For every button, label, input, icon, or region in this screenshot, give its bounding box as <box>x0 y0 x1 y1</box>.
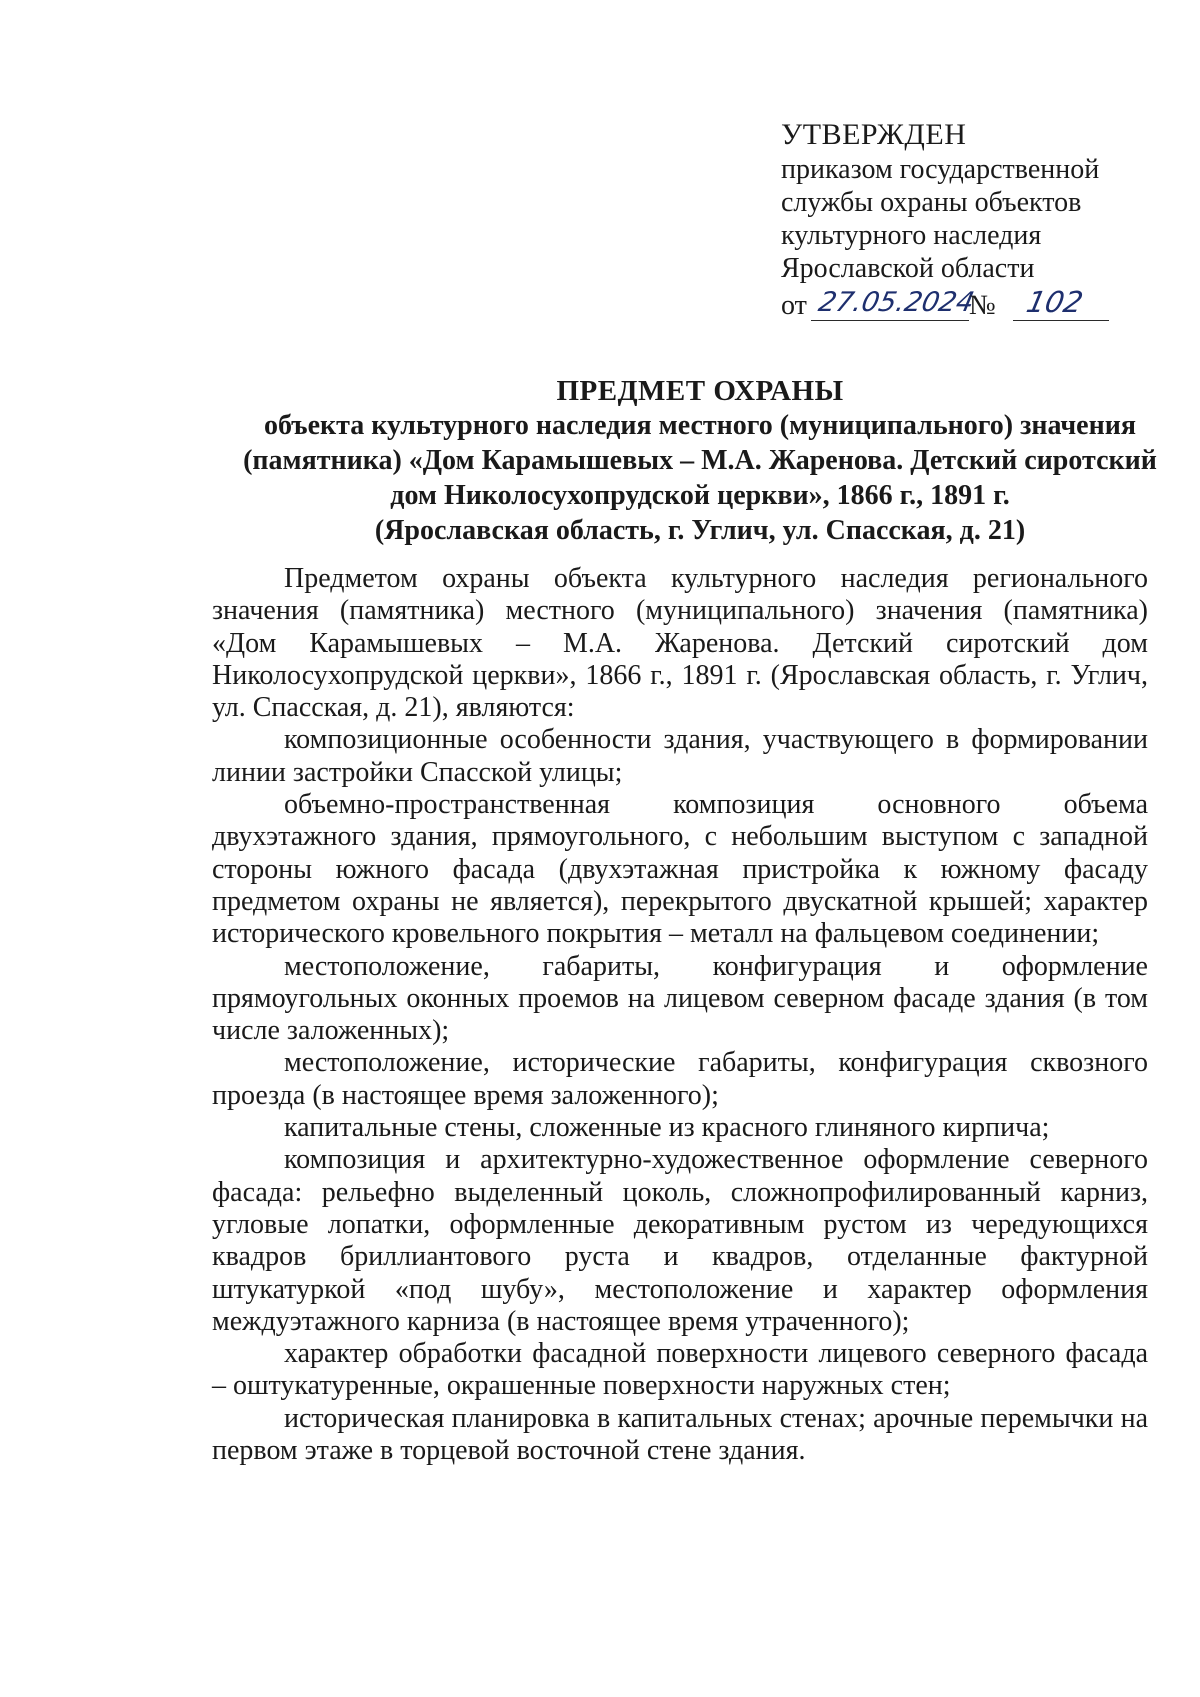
document-body <box>212 563 1148 1467</box>
approval-heading: УТВЕРЖДЕН <box>781 118 967 151</box>
title-line: (памятника) «Дом Карамышевых – М.А. Жаренова. Детский сиротский <box>243 445 1157 476</box>
approval-block <box>781 118 1121 327</box>
from-label: от <box>781 290 807 321</box>
handwritten-date: 27.05.2024 <box>815 287 977 318</box>
body-paragraph: характер обработки фасадной поверхности лицевого северного фасада – оштукатуренные, окрашенные поверхности наружных стен; <box>212 1338 1148 1402</box>
body-paragraph: объемно-пространственная композиция основного объема двухэтажного здания, прямоугольного, с небольшим выступом с западной стороны южного фасада (двухэтажная пристройка к южному фасаду предметом охраны не является), перекрытого двускатной крышей; характер исторического кровельного покрытия – металл на фальцевом соединении; <box>212 789 1148 950</box>
date-underline <box>811 320 969 321</box>
title-main: ПРЕДМЕТ ОХРАНЫ <box>556 375 844 407</box>
approval-line: приказом государственной <box>781 154 1100 185</box>
body-paragraph: композиция и архитектурно-художественное оформление северного фасада: рельефно выделенный цоколь, сложнопрофилированный карниз, угловые лопатки, оформленные декоративным рустом из чередующихся квадров бриллиантового руста и квадров, отделанные фактурной штукатуркой «под шубу», местоположение и характер оформления междуэтажного карниза (в настоящее время утраченного); <box>212 1144 1148 1337</box>
body-paragraph: Предметом охраны объекта культурного наследия регионального значения (памятника) местного (муниципального) значения (памятника) «Дом Карамышевых – М.А. Жаренова. Детский сиротский дом Николосухопрудской церкви», 1866 г., 1891 г. (Ярославская область, г. Углич, ул. Спасская, д. 21), являются: <box>212 563 1148 724</box>
body-paragraph: местоположение, исторические габариты, конфигурация сквозного проезда (в настоящее время заложенного); <box>212 1047 1148 1111</box>
title-line: объекта культурного наследия местного (муниципального) значения <box>263 410 1137 441</box>
body-paragraph: капитальные стены, сложенные из красного глиняного кирпича; <box>284 1112 1050 1144</box>
approval-line: службы охраны объектов <box>781 187 1082 218</box>
body-paragraph: композиционные особенности здания, участвующего в формировании линии застройки Спасской улицы; <box>212 724 1148 788</box>
title-line: (Ярославская область, г. Углич, ул. Спасская, д. 21) <box>374 515 1026 546</box>
number-underline <box>1013 320 1109 321</box>
handwritten-number: 102 <box>1023 285 1087 319</box>
title-line: дом Николосухопрудской церкви», 1866 г., 1891 г. <box>390 480 1010 511</box>
document-title <box>200 374 1200 548</box>
order-date-number <box>781 287 1121 327</box>
number-label: № <box>969 290 996 321</box>
approval-line: Ярославской области <box>781 253 1035 284</box>
body-paragraph: историческая планировка в капитальных стенах; арочные перемычки на первом этаже в торцевой восточной стене здания. <box>212 1402 1148 1467</box>
approval-line: культурного наследия <box>781 220 1042 251</box>
body-paragraph: местоположение, габариты, конфигурация и оформление прямоугольных оконных проемов на лицевом северном фасаде здания (в том числе заложенных); <box>212 950 1148 1047</box>
